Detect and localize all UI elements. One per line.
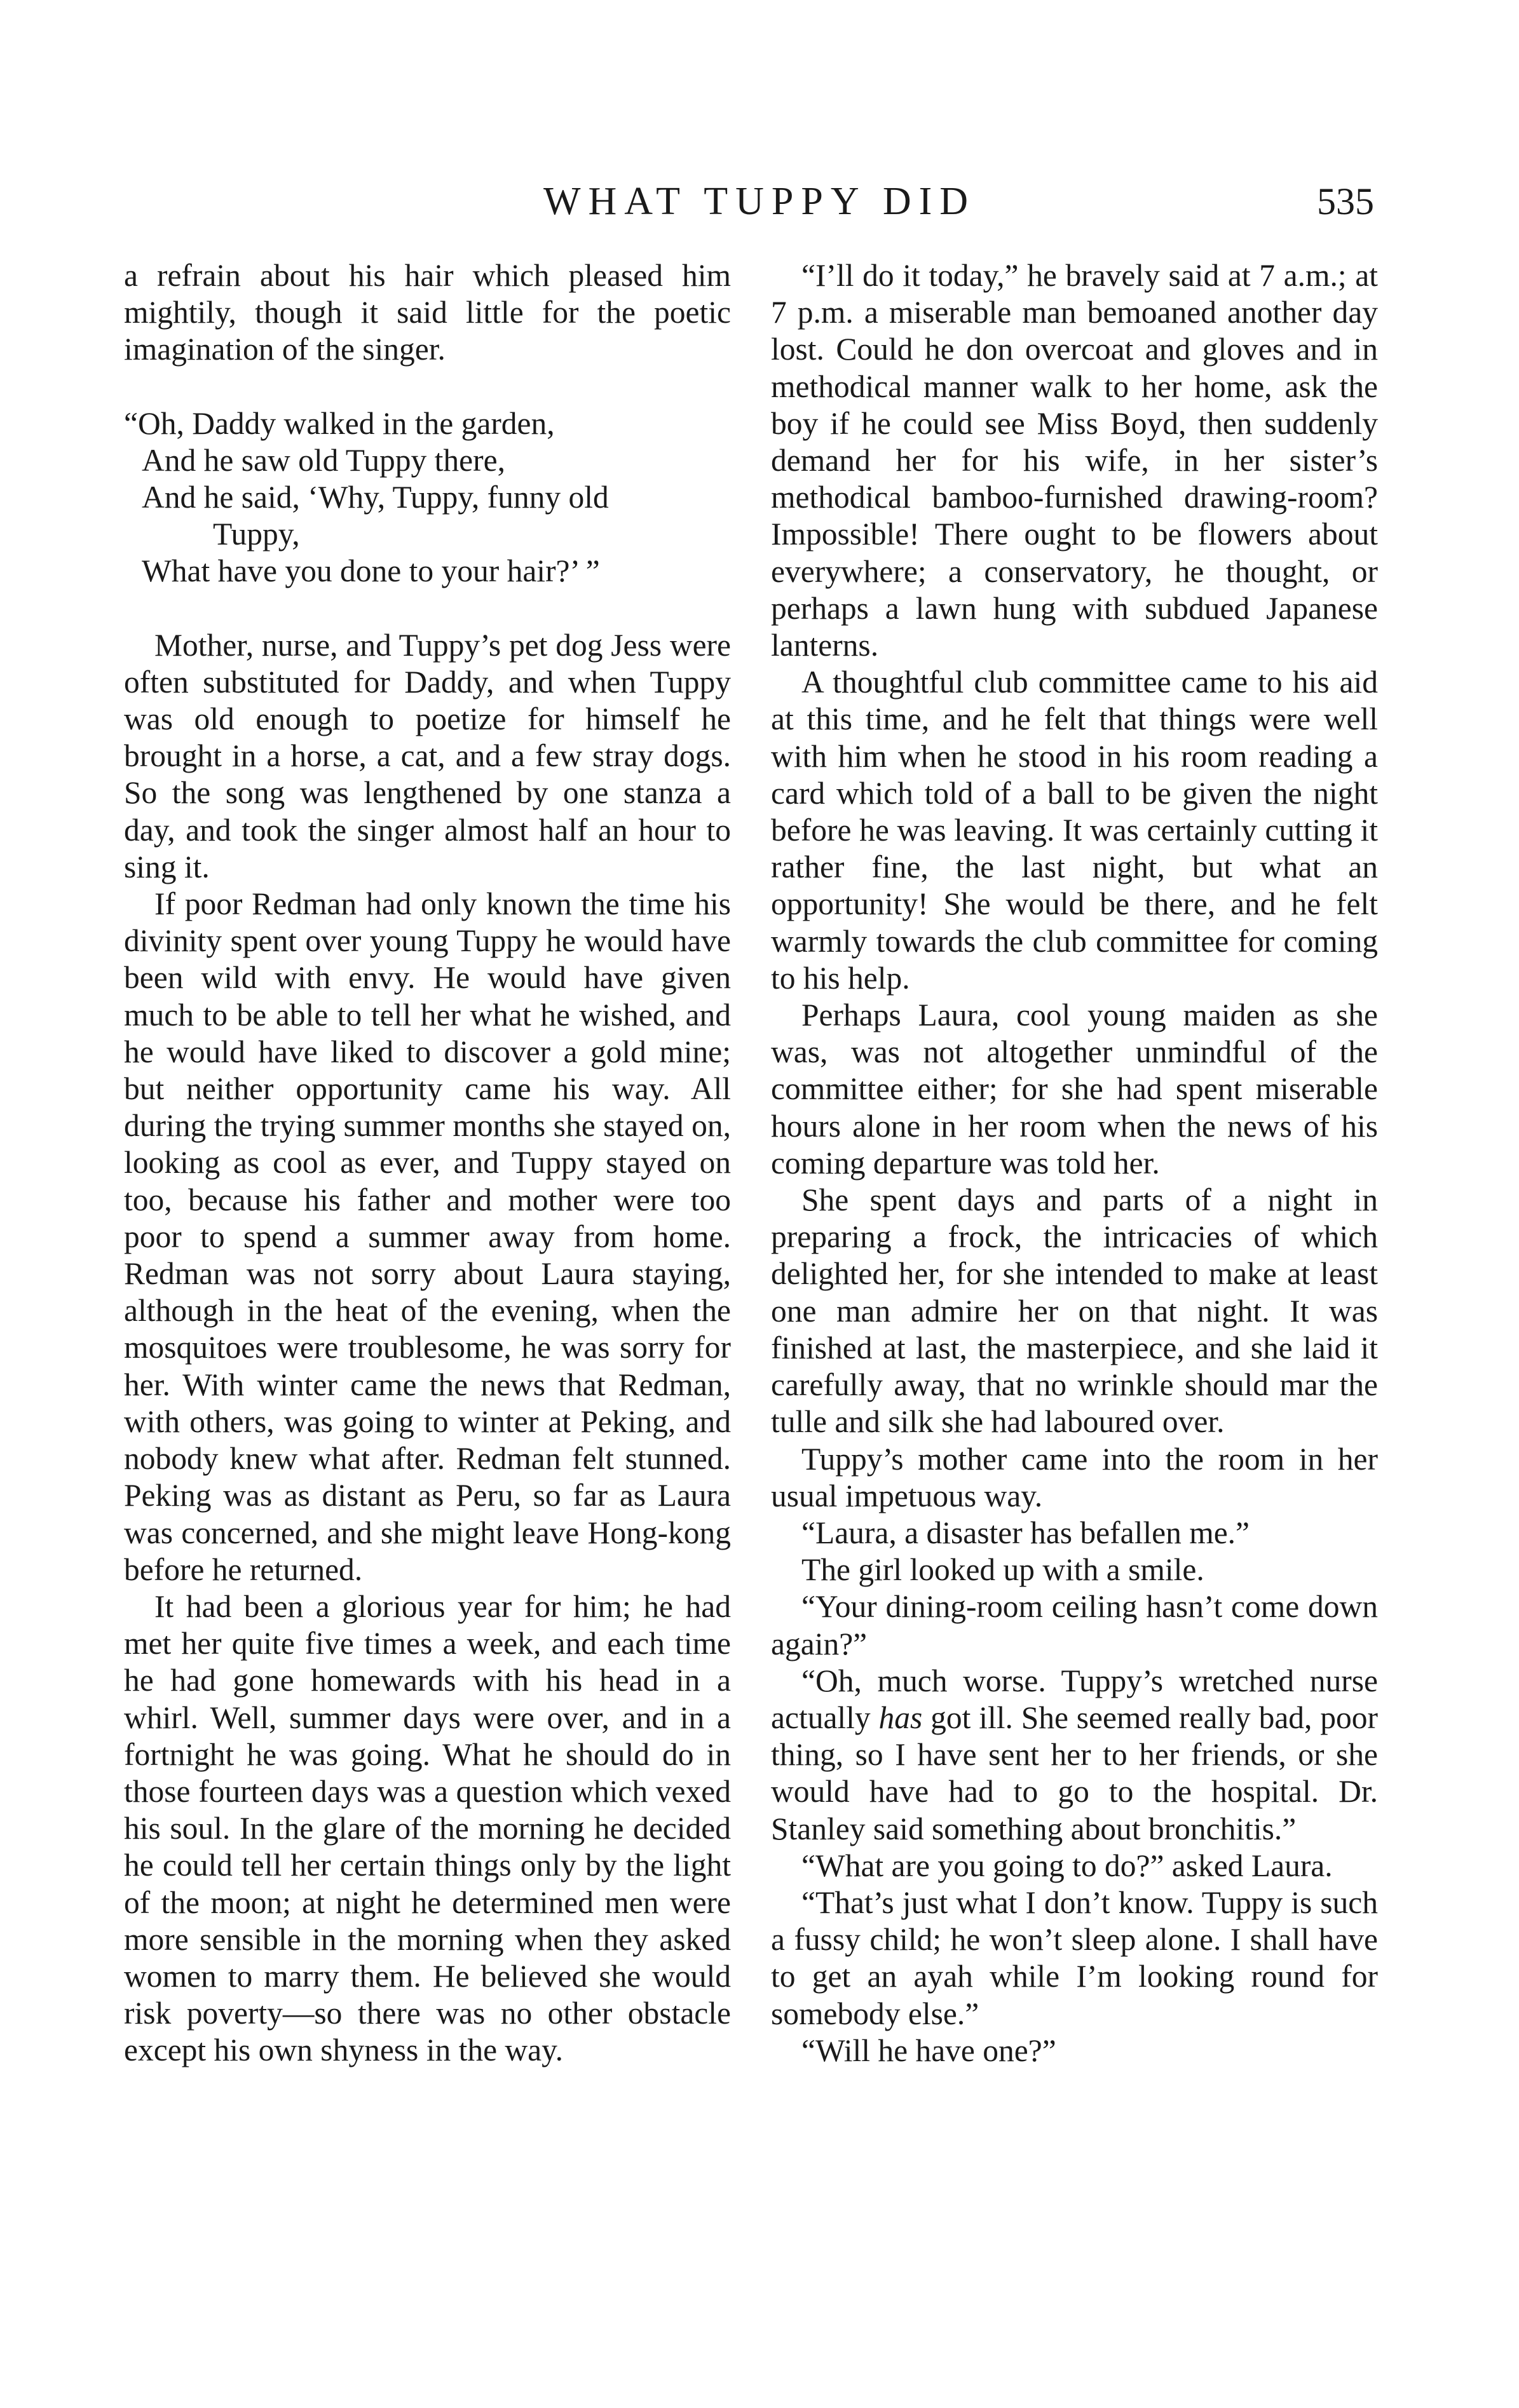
verse-line: And he saw old Tuppy there,: [142, 442, 505, 478]
verse-block: [124, 405, 731, 590]
page-number: 535: [1317, 180, 1374, 222]
paragraph: “Will he have one?”: [801, 2033, 1056, 2068]
paragraph: a refrain about his hair which pleased him mightily, though it said little for the poetic imagination of the singer.: [124, 258, 731, 367]
text-run: “Oh, much worse. Tuppy’s wretched nurse actually: [771, 1663, 1378, 1735]
paragraph: Perhaps Laura, cool young maiden as she was, was not altogether unmindful of the committee either; for she had spent miserable hours alone in her room when the news of his coming departure was told her.: [771, 998, 1378, 1180]
running-title: WHAT TUPPY DID: [543, 180, 976, 223]
paragraph: [771, 1663, 1378, 1848]
paragraph: The girl looked up with a smile.: [801, 1552, 1204, 1588]
paragraph: “What are you going to do?” asked Laura.: [801, 1848, 1333, 1883]
paragraph: A thoughtful club committee came to his aid at this time, and he felt that things were well with him when he stood in his room reading a card which told of a ball to be given the night before he was leaving. It was certainly cutting it rather fine, the last night, but what an opportunity! She would be there, and he felt warmly towards the club committee for coming to his help.: [771, 665, 1378, 996]
paragraph: If poor Redman had only known the time his divinity spent over young Tuppy he would have been wild with envy. He would have given much to be able to tell her what he wished, and he would have liked to discover a gold mine; but neither opportunity came his way. All during the trying summer months she stayed on, looking as cool as ever, and Tuppy stayed on too, because his father and mother were too poor to spend a summer away from home. Redman was not sorry about Laura staying, although in the heat of the evening, when the mosquitoes were troublesome, he was sorry for her. With winter came the news that Redman, with others, was going to winter at Peking, and nobody knew what after. Redman felt stunned. Peking was as distant as Peru, so far as Laura was concerned, and she might leave Hong-kong before he returned.: [124, 886, 731, 1587]
verse-line: And he said, ‘Why, Tuppy, funny old: [142, 480, 609, 515]
emphasis: has: [878, 1700, 923, 1735]
page-header: [0, 173, 1519, 230]
paragraph: It had been a glorious year for him; he had met her quite five times a week, and each time he had gone homewards with his head in a whirl. Well, summer days were over, and in a fortnight he was going. What he should do in those fourteen days was a question which vexed his soul. In the glare of the morning he decided he could tell her certain things only by the light of the moon; at night he determined men were more sensible in the morning when they asked women to marry them. He believed she would risk poverty—so there was no other obstacle except his own shyness in the way.: [124, 1588, 731, 2068]
verse-line: Tuppy,: [213, 517, 300, 552]
verse-line: “Oh, Daddy walked in the garden,: [124, 405, 555, 441]
paragraph: “That’s just what I don’t know. Tuppy is such a fussy child; he won’t sleep alone. I shall have to get an ayah while I’m looking round for somebody else.”: [771, 1884, 1378, 2031]
paragraph: Tuppy’s mother came into the room in her usual impetuous way.: [771, 1441, 1378, 1513]
paragraph: She spent days and parts of a night in preparing a frock, the intricacies of which delighted her, for she intended to make at least one man admire her on that night. It was finished at last, the masterpiece, and she laid it carefully away, that no wrinkle should mar the tulle and silk she had laboured over.: [771, 1182, 1378, 1440]
right-column: [771, 257, 1378, 2069]
paragraph: “I’ll do it today,” he bravely said at 7 a.m.; at 7 p.m. a miserable man bemoaned another day lost. Could he don overcoat and gloves and in methodical manner walk to her home, ask the boy if he could see Miss Boyd, then suddenly demand her for his wife, in her sister’s methodical bamboo-furnished drawing-room? Impossible! There ought to be flowers about everywhere; a conservatory, he thought, or perhaps a lawn hung with subdued Japanese lanterns.: [771, 258, 1378, 663]
verse-line: What have you done to your hair?’ ”: [142, 553, 600, 589]
paragraph: “Laura, a disaster has befallen me.”: [801, 1515, 1250, 1550]
left-column: [124, 257, 731, 2069]
paragraph: “Your dining-room ceiling hasn’t come down again?”: [771, 1589, 1378, 1661]
text-run: got ill. She seemed really bad, poor thing, so I have sent her to her friends, or she would have had to go to the hospital. Dr. Stanley said something about bronchitis.”: [771, 1700, 1378, 1846]
paragraph: Mother, nurse, and Tuppy’s pet dog Jess were often substituted for Daddy, and when Tuppy was old enough to poetize for himself he brought in a horse, a cat, and a few stray dogs. So the song was lengthened by one stanza a day, and took the singer almost half an hour to sing it.: [124, 627, 731, 884]
